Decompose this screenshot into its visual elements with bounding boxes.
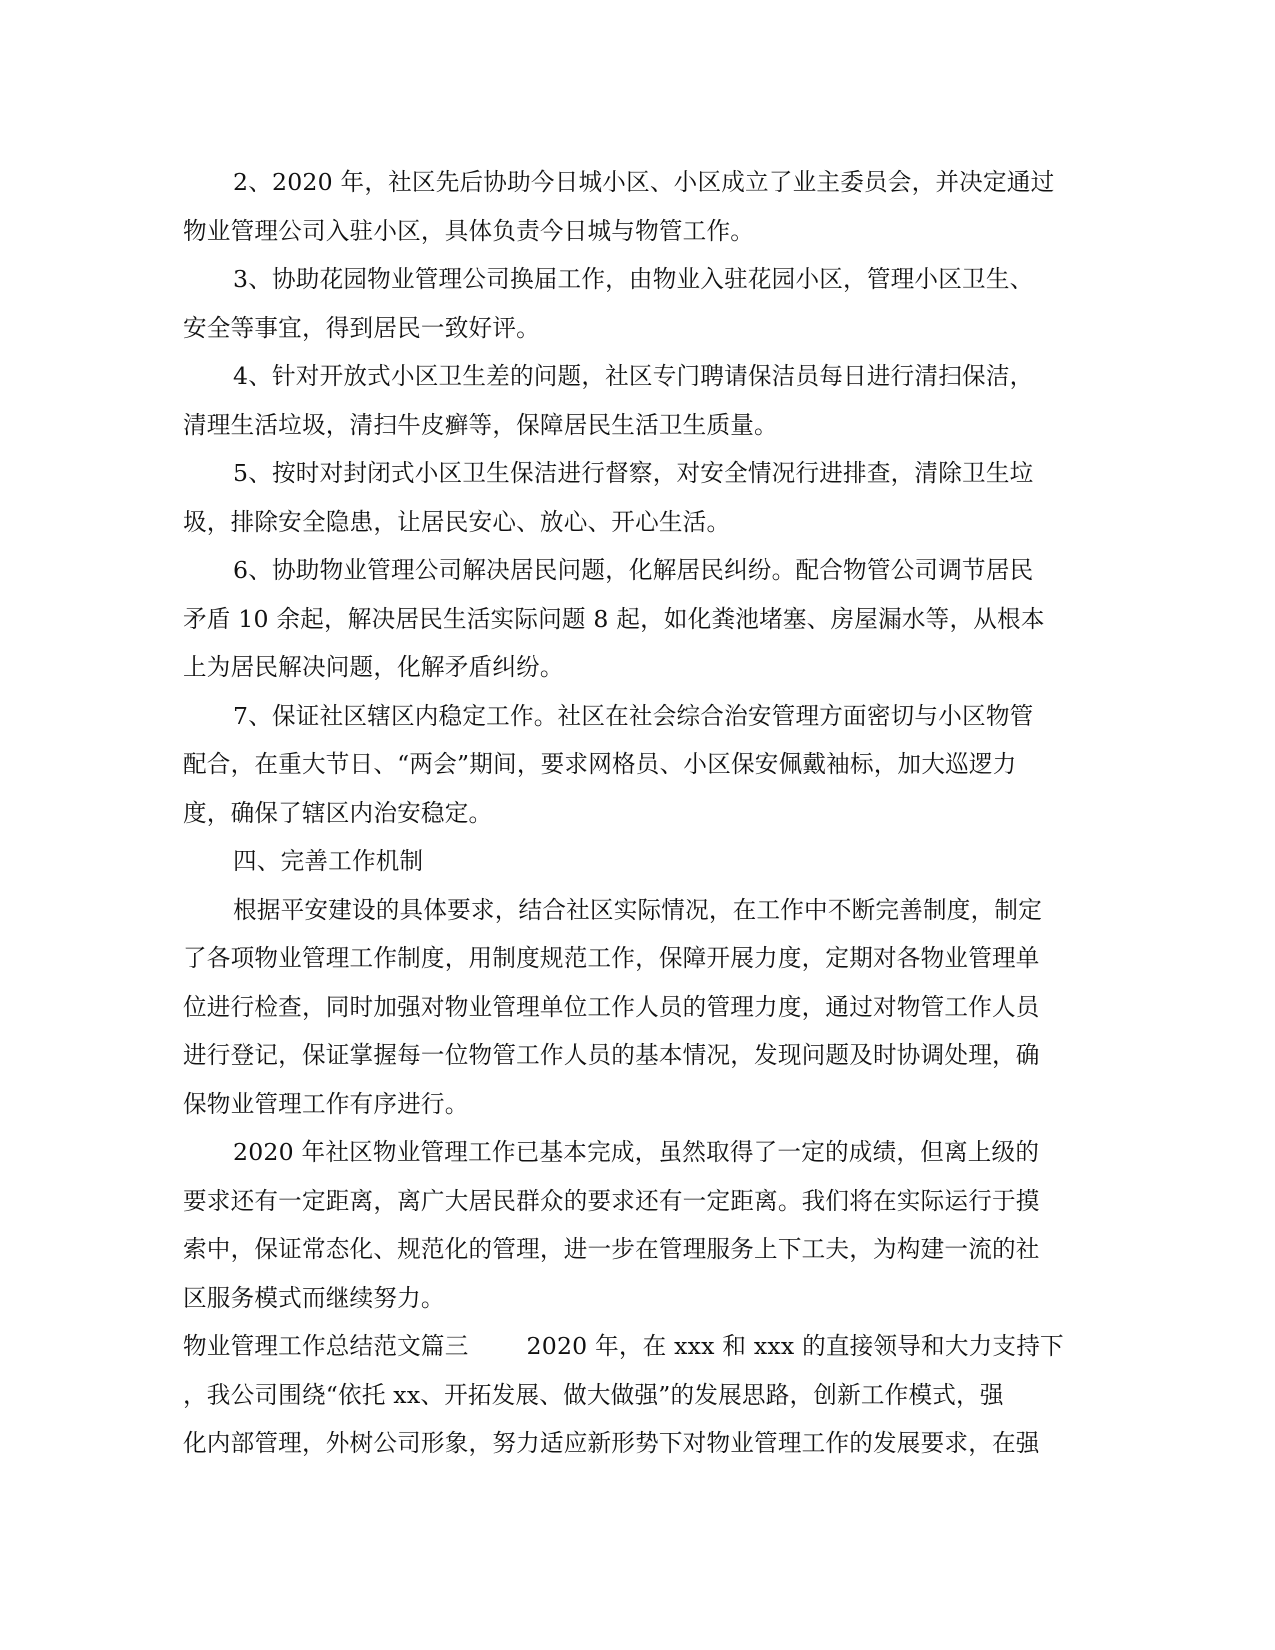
text-line: ，我公司围绕“依托 xx、开拓发展、做大做强”的发展思路，创新工作模式，强 [183,1380,1004,1409]
text-line: 上为居民解决问题，化解矛盾纠纷。 [183,653,564,681]
text-line: 了各项物业管理工作制度，用制度规范工作，保障开展力度，定期对各物业管理单 [183,944,1040,972]
section-heading-line [183,1322,1089,1371]
text-line: 圾，排除安全隐患，让居民安心、放心、开心生活。 [183,507,731,536]
text-line: 化内部管理，外树公司形象，努力适应新形势下对物业管理工作的发展要求，在强 [183,1429,1040,1457]
text-line: 3、协助花园物业管理公司换届工作，由物业入驻花园小区，管理小区卫生、 [233,265,1034,293]
text-line: 根据平安建设的具体要求，结合社区实际情况，在工作中不断完善制度，制定 [233,895,1042,924]
text-line: 6、协助物业管理公司解决居民问题，化解居民纠纷。配合物管公司调节居民 [233,556,1034,584]
text-line: 区服务模式而继续努力。 [183,1283,445,1312]
text-line: 安全等事宜，得到居民一致好评。 [183,313,540,342]
text-line: 矛盾 10 余起，解决居民生活实际问题 8 起，如化粪池堵塞、房屋漏水等，从根本 [183,604,1045,633]
text-line: 5、按时对封闭式小区卫生保洁进行督察，对安全情况行进排查，清除卫生垃 [233,459,1034,487]
text-line: 位进行检查，同时加强对物业管理单位工作人员的管理力度，通过对物管工作人员 [183,992,1040,1021]
text-line: 索中，保证常态化、规范化的管理，进一步在管理服务上下工夫，为构建一流的社 [183,1235,1040,1263]
text-line: 4、针对开放式小区卫生差的问题，社区专门聘请保洁员每日进行清扫保洁， [233,362,1034,390]
text-line: 物业管理公司入驻小区，具体负责今日城与物管工作。 [183,216,755,245]
text-line: 要求还有一定距离，离广大居民群众的要求还有一定距离。我们将在实际运行于摸 [183,1186,1040,1215]
text-line: 清理生活垃圾，清扫牛皮癣等，保障居民生活卫生质量。 [183,410,778,439]
text-line: 配合，在重大节日、“两会”期间，要求网格员、小区保安佩戴袖标，加大巡逻力 [183,750,1017,778]
text-line: 度，确保了辖区内治安稳定。 [183,798,493,827]
text-line: 四、完善工作机制 [233,847,424,875]
section-heading-title: 物业管理工作总结范文篇三 [183,1332,469,1360]
text-line: 进行登记，保证掌握每一位物管工作人员的基本情况，发现问题及时协调处理，确 [183,1041,1040,1069]
document-body [183,158,1089,1468]
text-line: 2020 年社区物业管理工作已基本完成，虽然取得了一定的成绩，但离上级的 [233,1138,1040,1166]
body-lines [183,158,1089,1322]
section-heading-continuation: 2020 年，在 xxx 和 xxx 的直接领导和大力支持下 [526,1332,1064,1360]
text-line: 7、保证社区辖区内稳定工作。社区在社会综合治安管理方面密切与小区物管 [233,701,1034,730]
text-line: 保物业管理工作有序进行。 [183,1089,469,1118]
text-line: 2、2020 年，社区先后协助今日城小区、小区成立了业主委员会，并决定通过 [233,168,1055,196]
